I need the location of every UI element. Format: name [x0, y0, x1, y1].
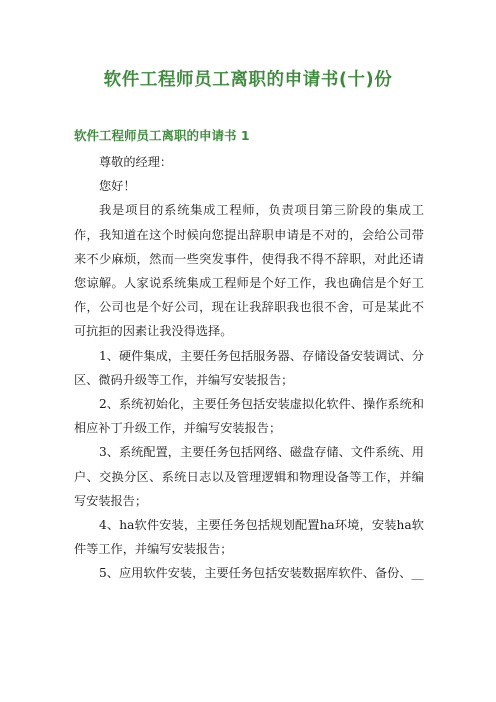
- list-item-system-configuration: 3、系统配置，主要任务包括网络、磁盘存储、文件系统、用户、交换分区、系统日志以及管理逻辑和物理设备等工作，并编写安装报告；: [74, 445, 424, 508]
- intro-paragraph: 我是项目的系统集成工程师，负责项目第三阶段的集成工作，我知道在这个时候向您提出辞职申请是不对的，会给公司带来不少麻烦，然而一些突发事件，使得我不得不辞职，对此还请您谅解。人家说系统集成工程师是个好工作，我也确信是个好工作，公司也是个好公司，现在让我辞职我也很不舍，可是某此不可抗拒的因素让我没得选择。: [74, 203, 424, 339]
- greeting: 您好！: [99, 179, 136, 194]
- section-heading: 软件工程师员工离职的申请书 1: [74, 128, 250, 143]
- list-item-ha-software: 4、ha软件安装，主要任务包括规划配置ha环境，安装ha软件等工作，并编写安装报告；: [74, 518, 424, 557]
- list-item-system-initialization: 2、系统初始化，主要任务包括安装虚拟化软件、操作系统和相应补丁升级工作，并编写安装报告；: [74, 397, 424, 436]
- letter-body: [74, 150, 424, 586]
- list-item-hardware-integration: 1、硬件集成，主要任务包括服务器、存储设备安装调试、分区、微码升级等工作，并编写安装报告；: [74, 348, 424, 387]
- document-title: 软件工程师员工离职的申请书(十)份: [103, 70, 393, 90]
- salutation: 尊敬的经理：: [99, 155, 173, 169]
- list-item-application-software: 5、应用软件安装，主要任务包括安装数据库软件、备份、__: [99, 566, 424, 581]
